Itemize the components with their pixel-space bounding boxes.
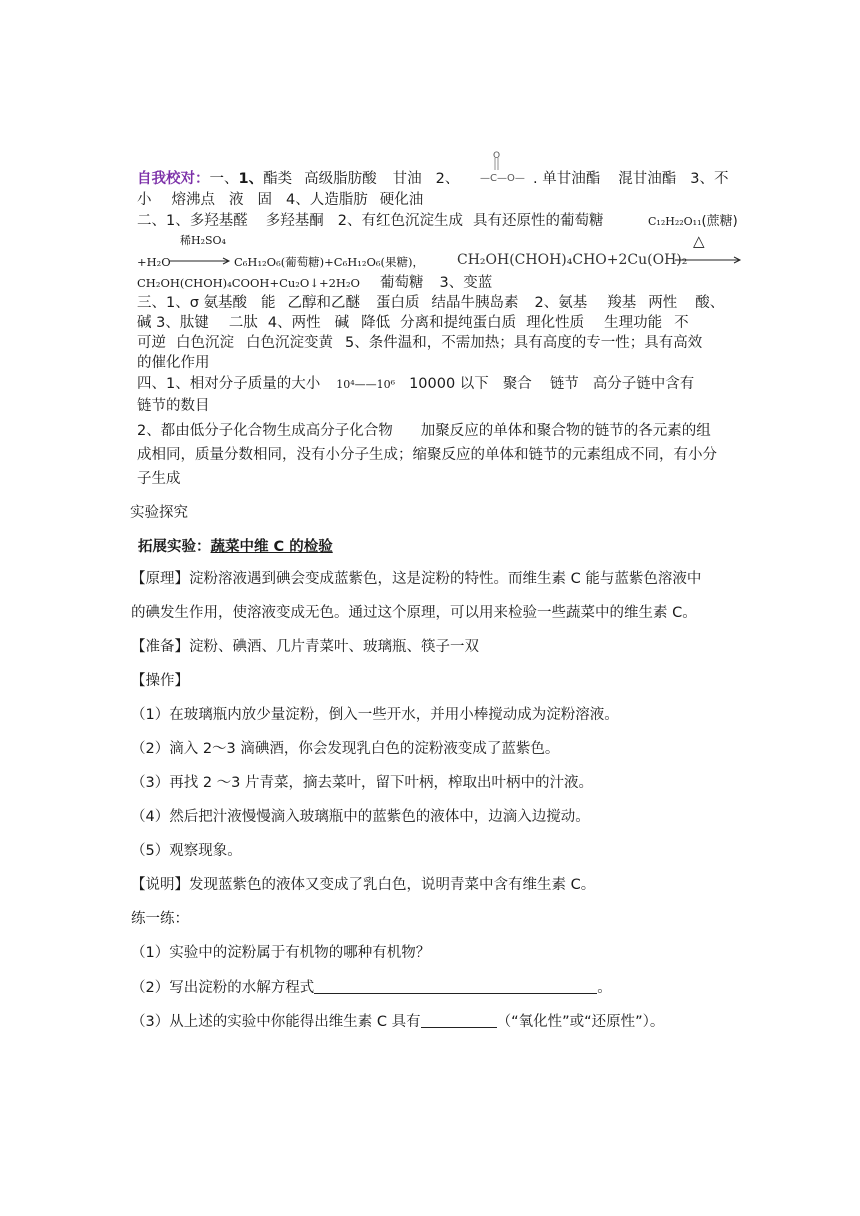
catalyst-label: 稀H₂SO₄: [180, 234, 226, 247]
step-2: （2）滴入 2～3 滴碘酒，你会发现乳白色的淀粉液变成了蓝紫色。: [131, 741, 560, 757]
section-2-line-1: 二、1、多羟基醛 多羟基酮 2、有红色沉淀生成 具有还原性的葡萄糖: [137, 213, 604, 229]
equation-1-arrow: [170, 255, 232, 267]
note-line: 【说明】发现蓝紫色的液体又变成了乳白色，说明青菜中含有维生素 C。: [131, 877, 596, 893]
step-5: （5）观察现象。: [131, 843, 242, 859]
self-check-label: 自我校对：: [137, 171, 210, 187]
principle-line-2: 的碘发生作用，使溶液变成无色。通过这个原理，可以用来检验一些蔬菜中的维生素 C。: [131, 605, 697, 621]
sucrose: C₁₂H₂₂O₁₁(蔗糖): [648, 214, 738, 229]
question-1: （1）实验中的淀粉属于有机物的哪种有机物？: [131, 945, 431, 961]
experiment-subtitle: 拓展实验：蔬菜中维 C 的检验: [138, 539, 333, 555]
section-3-line-3: 可逆 白色沉淀 白色沉淀变黄 5、条件温和，不需加热；具有高度的专一性；具有高效: [137, 335, 703, 351]
principle-line-1: 【原理】淀粉溶液遇到碘会变成蓝紫色，这是淀粉的特性。而维生素 C 能与蓝紫色溶液中: [131, 571, 702, 587]
section-4-line-3: 2、都由低分子化合物生成高分子化合物 加聚反应的单体和聚合物的链节的各元素的组: [137, 423, 711, 439]
ops-label: 【操作】: [131, 673, 189, 689]
self-check-line-1b: . 单甘油酯 混甘油酯 3、不: [533, 171, 729, 187]
self-check-line-1: 自我校对：一、1、酯类 高级脂肪酸 甘油 2、: [137, 171, 460, 187]
section-3-line-2: 碱 3、肽键 二肽 4、两性 碱 降低 分离和提纯蛋白质 理化性质 生理功能 不: [137, 315, 689, 331]
section-4-line-2: 链节的数目: [137, 398, 210, 414]
answer-blank-2[interactable]: [314, 977, 597, 994]
step-1: （1）在玻璃瓶内放少量淀粉，倒入一些开水，并用小棒搅动成为淀粉溶液。: [131, 707, 619, 723]
ester-oxygen: O: [493, 151, 501, 161]
equation-2: CH₂OH(CHOH)₄CHO+2Cu(OH)₂: [457, 252, 688, 268]
self-check-line-2: 小 熔沸点 液 固 4、人造脂肪 硬化油: [137, 192, 424, 208]
equation-2-arrow: [675, 254, 743, 266]
prep-line: 【准备】淀粉、碘酒、几片青菜叶、玻璃瓶、筷子一双: [131, 639, 479, 655]
question-2: （2）写出淀粉的水解方程式 。: [131, 977, 612, 998]
equation-1-products: C₆H₁₂O₆(葡萄糖)+C₆H₁₂O₆(果糖)，: [234, 255, 424, 269]
question-3: （3）从上述的实验中你能得出维生素 C 具有 （“氧化性”或“还原性”）。: [131, 1011, 664, 1032]
experiment-heading: 实验探究: [130, 505, 188, 521]
step-3: （3）再找 2 ～3 片青菜，摘去菜叶，留下叶柄，榨取出叶柄中的汁液。: [131, 775, 594, 791]
ester-double-bond: [494, 158, 500, 170]
section-3-line-4: 的催化作用: [137, 355, 210, 371]
section-4-line-1: 四、1、相对分子质量的大小 10⁴——10⁶ 10000 以下 聚合 链节 高分子链中含有: [137, 376, 695, 392]
answer-blank-3[interactable]: [421, 1011, 497, 1028]
practice-label: 练一练：: [131, 911, 189, 927]
section-4-line-4: 成相同，质量分数相同，没有小分子生成；缩聚反应的单体和链节的元素组成不同，有小分: [137, 447, 717, 463]
step-4: （4）然后把汁液慢慢滴入玻璃瓶中的蓝紫色的液体中，边滴入边搅动。: [131, 809, 590, 825]
ester-group: —C—O—: [480, 173, 525, 184]
equation-3: CH₂OH(CHOH)₄COOH+Cu₂O↓+2H₂O 葡萄糖 3、变蓝: [137, 275, 493, 291]
section-4-line-5: 子生成: [137, 471, 181, 487]
section-3-line-1: 三、1、σ 氨基酸 能 乙醇和乙醚 蛋白质 结晶牛胰岛素 2、氨基 羧基 两性 酸、: [137, 295, 725, 311]
equation-1: +H₂O: [137, 255, 171, 269]
heat-symbol: △: [693, 232, 705, 250]
